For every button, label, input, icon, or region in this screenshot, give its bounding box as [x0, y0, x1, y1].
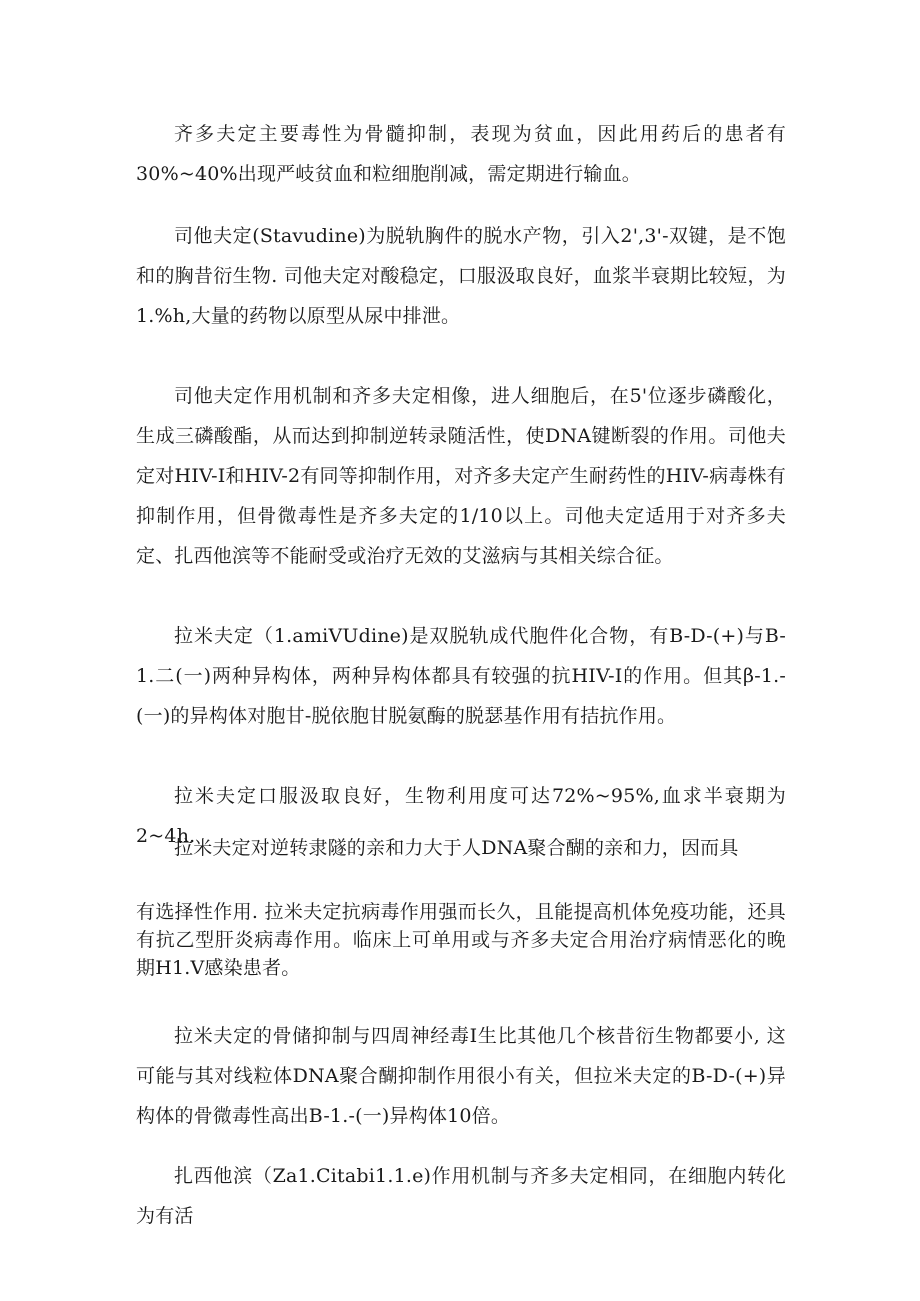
paragraph-zalcitabine-intro: 扎西他滨（Za1.Citabi1.1.e)作用机制与齐多夫定相同，在细胞内转化为有活	[136, 1165, 786, 1227]
paragraph-zidovudine-toxicity: 齐多夫定主要毒性为骨髓抑制，表现为贫血，因此用药后的患者有30%~40%出现严岐贫血和粒细胞削减，需定期进行输血。	[136, 123, 786, 185]
paragraph-stavudine-intro: 司他夫定(Stavudine)为脱轨胸件的脱水产物，引入2',3'-双键，是不饱和的胸昔衍生物. 司他夫定对酸稳定，口服汲取良好，血浆半衰期比较短，为1.%h,大量的药物以原型从尿中排泄。	[136, 225, 786, 327]
paragraph-lamivudine-affinity: 拉米夫定对逆转隶隧的亲和力大于人DNA聚合醐的亲和力，因而具	[174, 837, 739, 859]
paragraph-lamivudine-intro: 拉米夫定（1.amiVUdine)是双脱轨成代胞件化合物，有B-D-(+)与B-1.二(一)两种异构体，两种异构体都具有较强的抗HIV-I的作用。但其β-1.-(一)的异构体对胞甘-脱依胞甘脱氨酶的脱瑟基作用有拮抗作用。	[136, 625, 786, 727]
paragraph-stavudine-mechanism: 司他夫定作用机制和齐多夫定相像，进人细胞后，在5'位逐步磷酸化，生成三磷酸酯，从而达到抑制逆转录随活性，使DNA键断裂的作用。司他夫定对HIV-I和HIV-2有同等抑制作用，对齐多夫定产生耐药性的HIV-病毒株有抑制作用，但骨微毒性是齐多夫定的1/10以上。司他夫定适用于对齐多夫定、扎西他滨等不能耐受或治疗无效的艾滋病与其相关综合征。	[136, 385, 786, 567]
paragraph-lamivudine-absorption: 拉米夫定口服汲取良好，生物利用度可达72%~95%,血求半衰期为2~4h.	[136, 785, 786, 847]
paragraph-lamivudine-selectivity: 有选择性作用. 拉米夫定抗病毒作用强而长久，且能提高机体免疫功能，还具有抗乙型肝炎病毒作用。临床上可单用或与齐多夫定合用治疗病情恶化的晚期H1.V感染患者。	[136, 901, 786, 979]
paragraph-lamivudine-toxicity: 拉米夫定的骨储抑制与四周神经毒I生比其他几个核昔衍生物都要小, 这可能与其对线粒体DNA聚合醐抑制作用很小有关，但拉米夫定的B-D-(+)异构体的骨微毒性高出B-1.-(一)异构体10倍。	[136, 1025, 786, 1127]
